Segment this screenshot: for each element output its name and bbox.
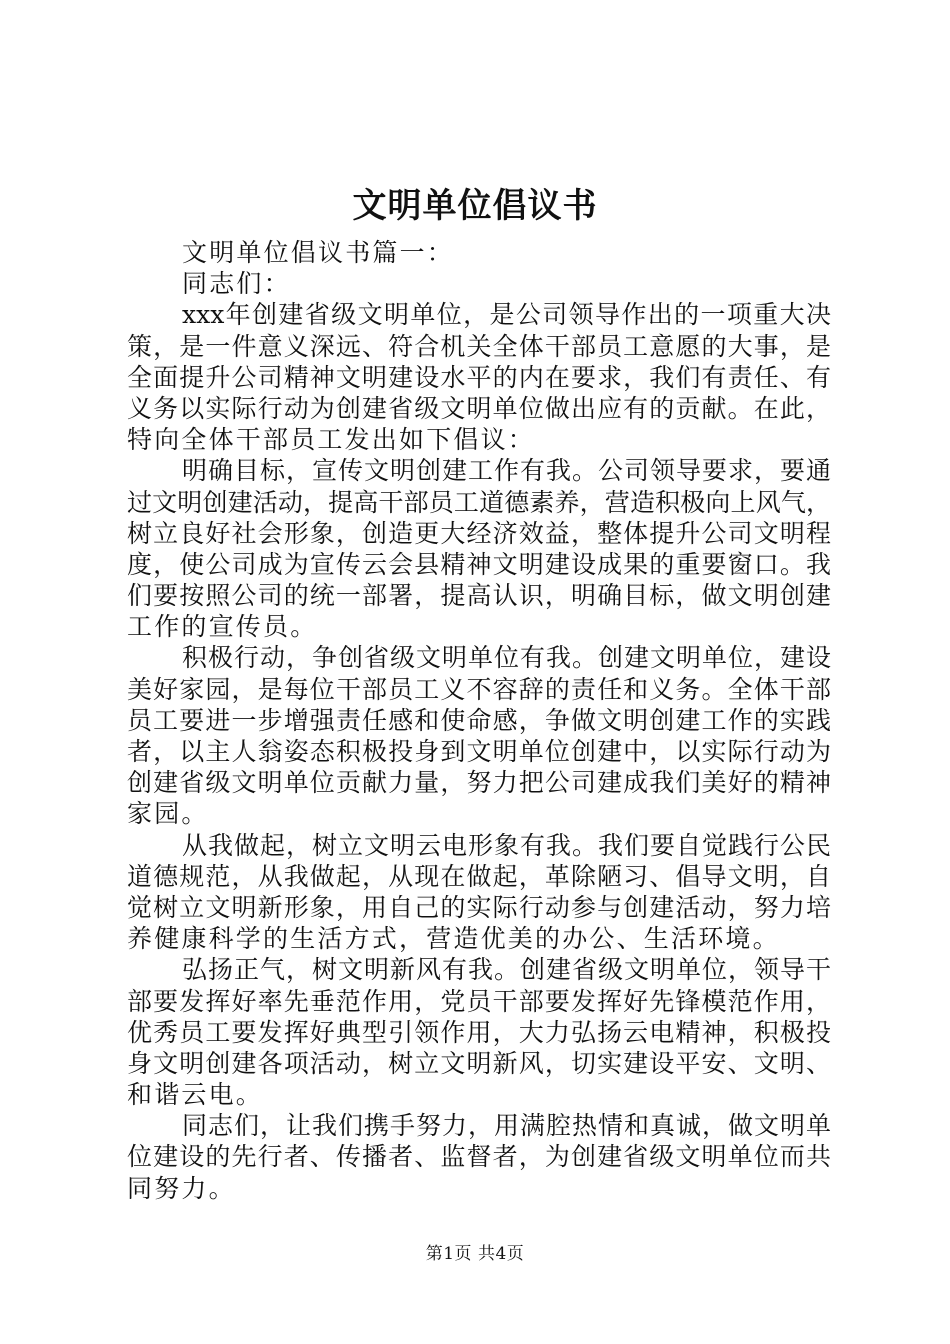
body-line: 文明单位倡议书篇一： [182, 238, 455, 267]
body-line: 工作的宣传员。 [127, 612, 318, 642]
body-line: 义务以实际行动为创建省级文明单位做出应有的贡献。在此， [127, 393, 831, 423]
body-line: 优秀员工要发挥好典型引领作用，大力弘扬云电精神，积极投 [127, 1017, 831, 1047]
body-line: 们要按照公司的统一部署，提高认识，明确目标，做文明创建 [127, 581, 831, 611]
body-line: 弘扬正气，树文明新风有我。创建省级文明单位，领导干 [182, 955, 831, 985]
body-line: 同志们： [182, 269, 291, 299]
body-line: 道德规范，从我做起，从现在做起，革除陋习、倡导文明，自 [127, 861, 831, 891]
body-line: 养健康科学的生活方式，营造优美的办公、生活环境。 [127, 924, 780, 954]
body-line: xxx年创建省级文明单位，是公司领导作出的一项重大决 [182, 300, 831, 330]
body-line: 者，以主人翁姿态积极投身到文明单位创建中，以实际行动为 [127, 737, 831, 766]
body-line: 员工要进一步增强责任感和使命感，争做文明创建工作的实践 [127, 705, 831, 735]
body-line: 同努力。 [127, 1173, 236, 1203]
body-line: 度，使公司成为宣传云会县精神文明建设成果的重要窗口。我 [127, 549, 831, 579]
body-line: 美好家园，是每位干部员工义不容辞的责任和义务。全体干部 [127, 674, 831, 704]
body-line: 和谐云电。 [127, 1080, 264, 1110]
document-body [127, 237, 831, 1204]
body-line: 同志们，让我们携手努力，用满腔热情和真诚，做文明单 [182, 1111, 831, 1141]
body-line: 树立良好社会形象，创造更大经济效益，整体提升公司文明程 [127, 518, 831, 548]
body-line: 全面提升公司精神文明建设水平的内在要求，我们有责任、有 [127, 362, 831, 392]
body-line: 特向全体干部员工发出如下倡议： [127, 425, 536, 455]
body-line: 身文明创建各项活动，树立文明新风，切实建设平安、文明、 [127, 1048, 831, 1078]
body-line: 创建省级文明单位贡献力量，努力把公司建成我们美好的精神 [127, 768, 831, 798]
body-line: 家园。 [127, 799, 209, 829]
page-footer: 第1页 共4页 [425, 1244, 525, 1264]
document-title: 文明单位倡议书 [352, 186, 598, 226]
body-line: 明确目标，宣传文明创建工作有我。公司领导要求，要通 [182, 456, 831, 486]
body-line: 从我做起，树立文明云电形象有我。我们要自觉践行公民 [182, 830, 831, 860]
body-line: 位建设的先行者、传播者、监督者，为创建省级文明单位而共 [127, 1142, 831, 1172]
body-line: 策，是一件意义深远、符合机关全体干部员工意愿的大事，是 [127, 331, 831, 361]
body-line: 部要发挥好率先垂范作用，党员干部要发挥好先锋模范作用， [127, 986, 831, 1016]
body-line: 积极行动，争创省级文明单位有我。创建文明单位，建设 [182, 643, 831, 673]
body-line: 过文明创建活动，提高干部员工道德素养，营造积极向上风气， [127, 487, 831, 517]
body-line: 觉树立文明新形象，用自己的实际行动参与创建活动，努力培 [127, 892, 831, 922]
